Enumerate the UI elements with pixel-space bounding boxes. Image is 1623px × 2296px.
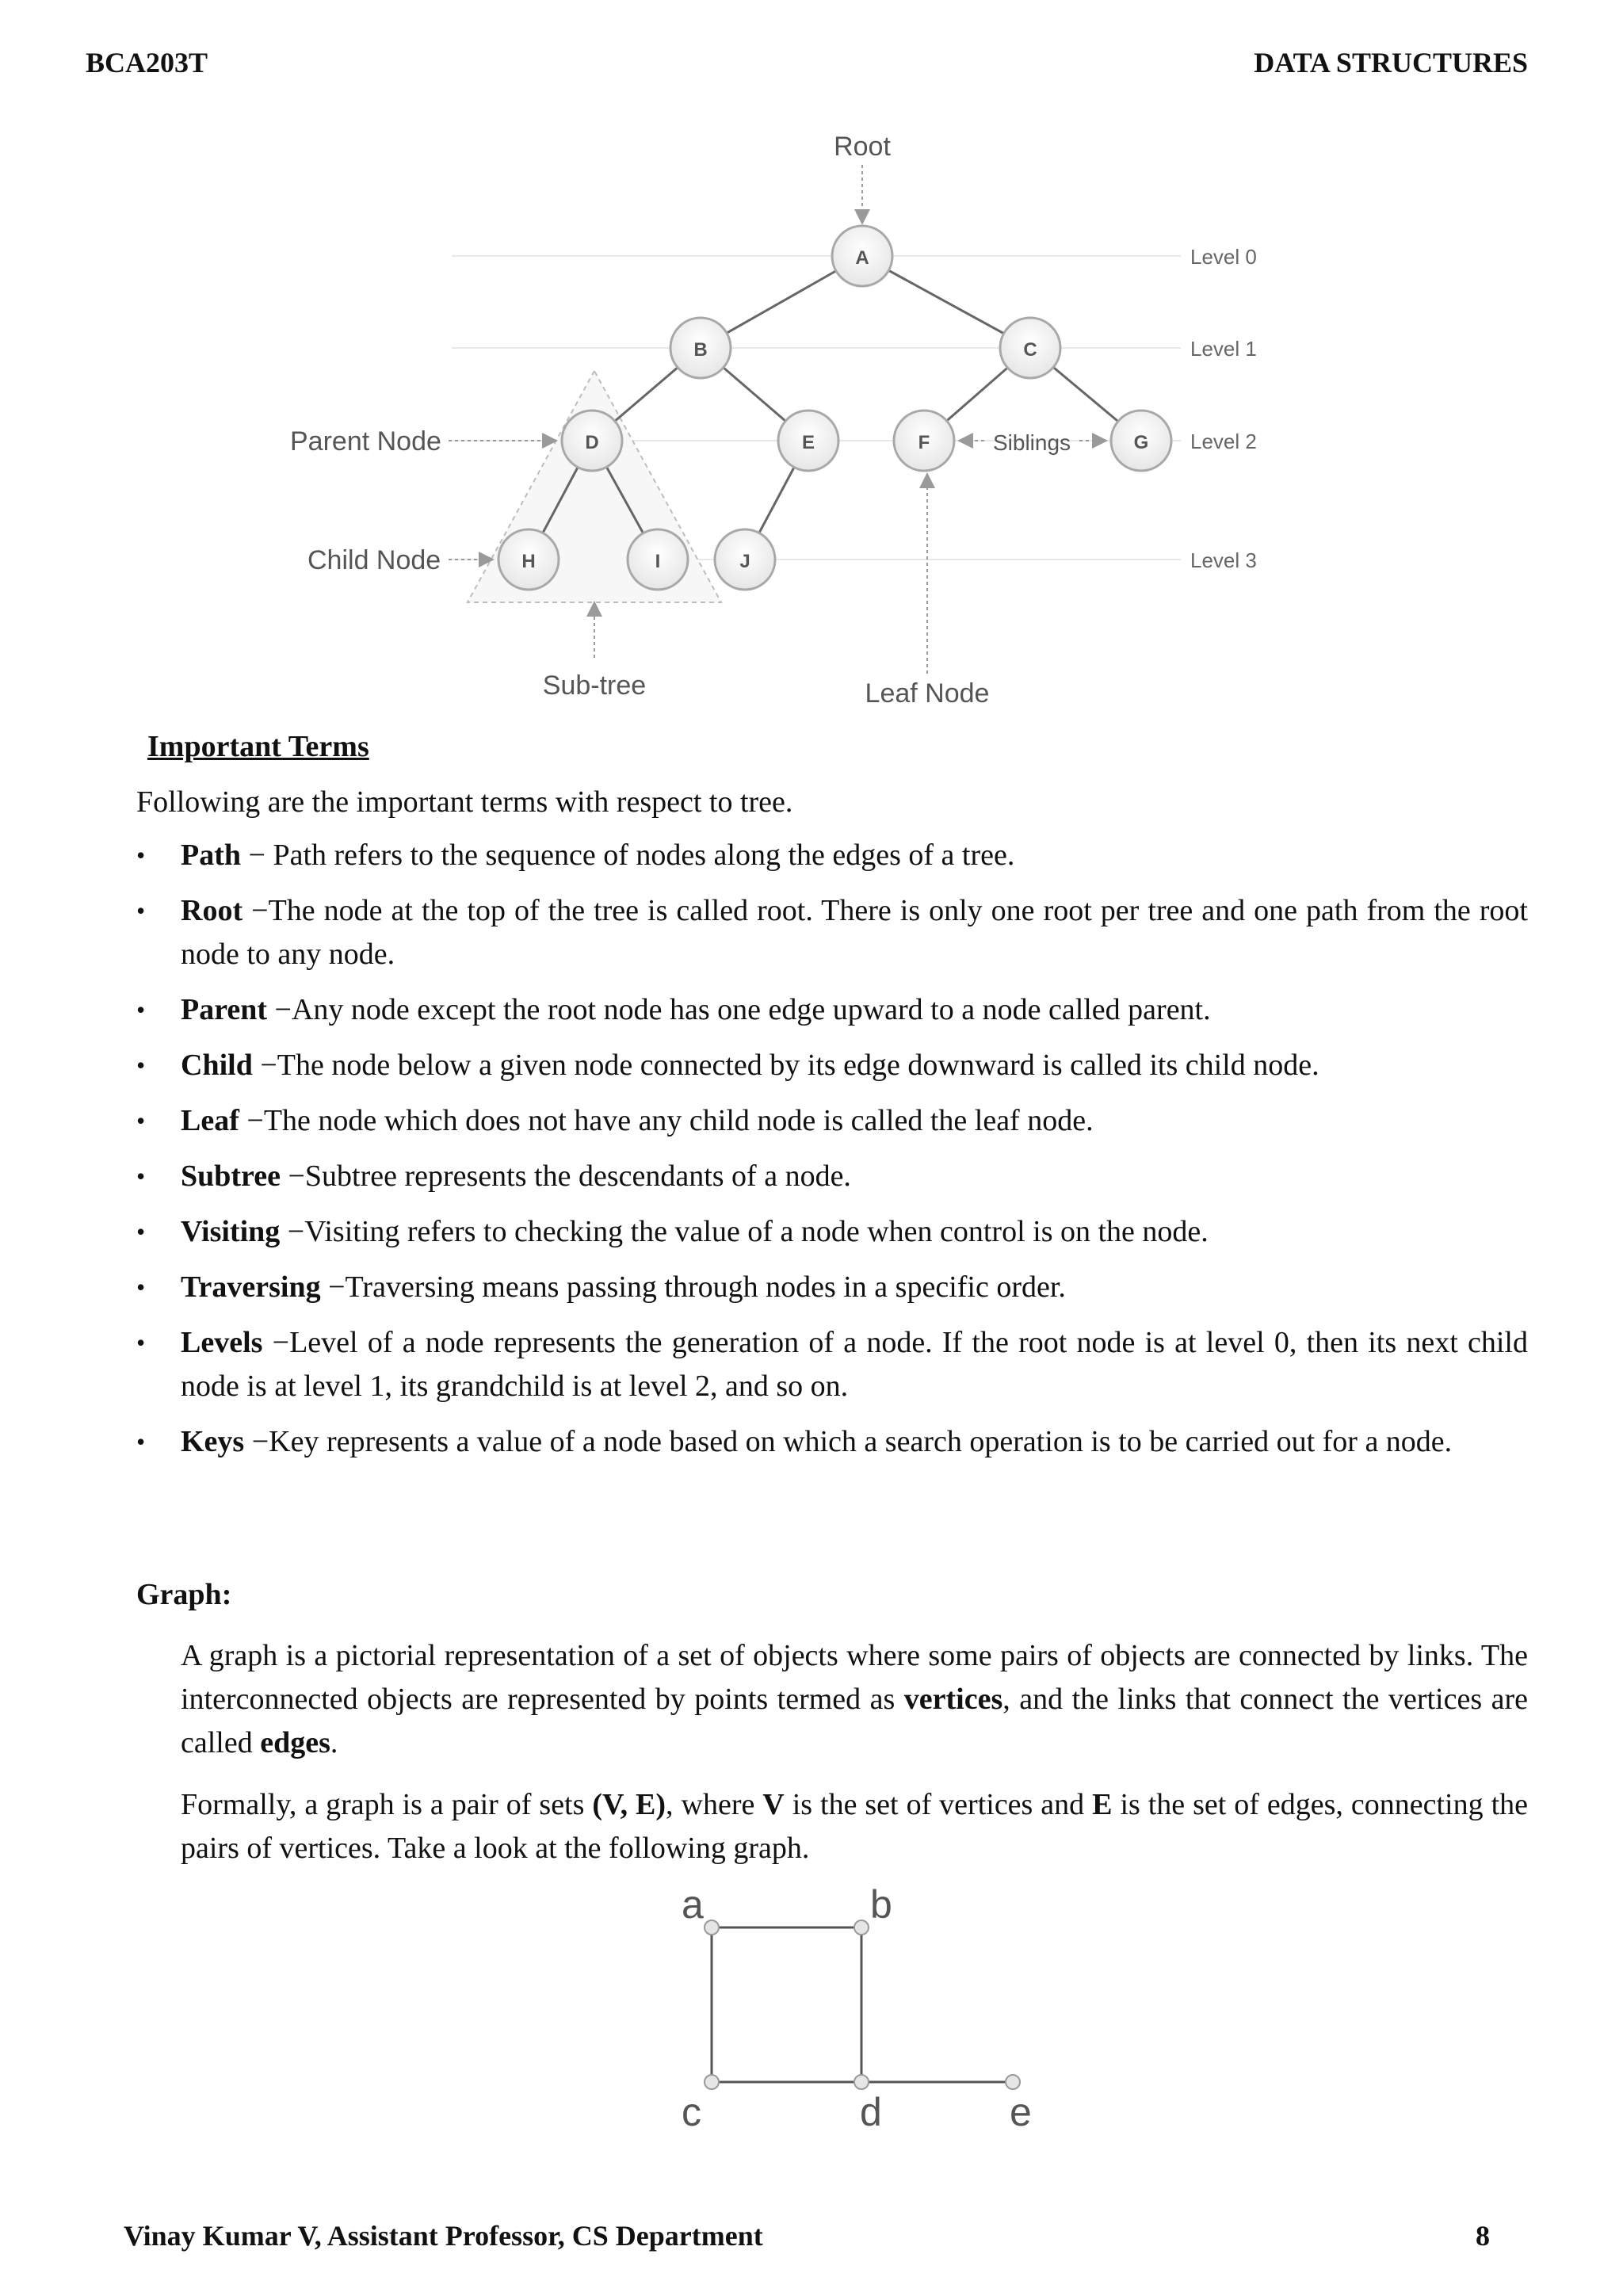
bold-term: edges	[260, 1726, 330, 1759]
term-definition: Level of a node represents the generation of a node. If the root node is at level 0, then its next child node is at level 1, its grandchild is at level 2, and so on.	[181, 1326, 1528, 1403]
course-code: BCA203T	[86, 47, 208, 78]
siblings-annotation: Siblings	[992, 430, 1071, 455]
tree-node-label: D	[585, 432, 599, 453]
term-name: Leaf	[181, 1104, 239, 1137]
term-definition: The node which does not have any child node is called the leaf node.	[263, 1104, 1094, 1137]
root-label: Root	[834, 132, 891, 162]
tree-node	[670, 318, 731, 378]
term-name: Path	[181, 839, 241, 872]
tree-node-label: G	[1133, 432, 1149, 453]
graph-vertex	[1006, 2075, 1020, 2089]
term-name: Traversing	[181, 1270, 321, 1304]
tree-node	[1000, 318, 1060, 378]
term-name: Root	[181, 894, 243, 927]
paragraph-text: , where	[666, 1788, 763, 1821]
footer-author: Vinay Kumar V, Assistant Professor, CS Department	[124, 2220, 763, 2252]
term-separator: −	[242, 894, 269, 927]
tree-node	[715, 529, 775, 590]
term-name: Child	[181, 1049, 253, 1082]
paragraph-text: .	[330, 1726, 338, 1759]
list-item	[136, 1210, 1528, 1254]
term-definition: Visiting refers to checking the value of a node when control is on the node.	[304, 1215, 1209, 1248]
term-separator: −	[241, 839, 273, 872]
term-separator: −	[280, 1159, 305, 1193]
level-label: Level 2	[1190, 430, 1257, 453]
leaf-node-annotation: Leaf Node	[865, 678, 990, 709]
bold-term: vertices	[903, 1683, 1003, 1716]
vertex-label: e	[1010, 2090, 1032, 2134]
graph-diagram	[0, 1878, 1623, 2140]
graph-vertex	[705, 1920, 719, 1935]
bold-term: (V, E)	[592, 1788, 666, 1821]
tree-node	[778, 411, 838, 471]
paragraph-text: is the set of edges, connecting the pairs of vertices. Take a look at the following graph.	[181, 1788, 1528, 1865]
tree-node-label: I	[655, 551, 661, 572]
vertex-label: a	[682, 1882, 704, 1927]
list-item	[136, 1266, 1528, 1309]
tree-node-label: A	[855, 247, 869, 269]
list-item	[136, 889, 1528, 976]
term-separator: −	[244, 1425, 269, 1458]
page-number: 8	[1476, 2220, 1490, 2252]
term-separator: −	[239, 1104, 264, 1137]
term-separator: −	[320, 1270, 346, 1304]
term-name: Levels	[181, 1326, 263, 1359]
term-name: Visiting	[181, 1215, 281, 1248]
term-definition: Any node except the root node has one edge upward to a node called parent.	[291, 993, 1211, 1026]
tree-node-label: J	[739, 551, 750, 572]
tree-node	[832, 226, 892, 286]
list-item	[136, 1044, 1528, 1087]
vertex-label: c	[682, 2090, 701, 2134]
tree-node-label: B	[693, 339, 708, 361]
level-label: Level 0	[1190, 245, 1257, 269]
tree-node	[894, 411, 954, 471]
child-node-annotation: Child Node	[307, 545, 441, 575]
terms-list	[136, 834, 1528, 1476]
graph-vertex	[854, 1920, 869, 1935]
term-definition: Subtree represents the descendants of a node.	[304, 1159, 851, 1193]
term-definition: Traversing means passing through nodes in a specific order.	[345, 1270, 1066, 1304]
parent-node-annotation: Parent Node	[290, 426, 441, 457]
list-item	[136, 1420, 1528, 1464]
term-name: Parent	[181, 993, 268, 1026]
level-label: Level 3	[1190, 548, 1257, 572]
graph-vertex	[705, 2075, 719, 2089]
graph-paragraph-1	[181, 1634, 1528, 1765]
tree-node	[1111, 411, 1171, 471]
tree-node-label: E	[801, 432, 815, 453]
vertex-label: d	[860, 2090, 882, 2134]
list-item	[136, 834, 1528, 877]
bold-term: E	[1092, 1788, 1113, 1821]
vertex-label: b	[870, 1882, 892, 1927]
subtree-annotation: Sub-tree	[542, 670, 647, 701]
tree-node-label: F	[918, 432, 930, 453]
tree-node	[562, 411, 622, 471]
important-terms-intro: Following are the important terms with respect to tree.	[136, 785, 793, 819]
list-item	[136, 1321, 1528, 1408]
tree-node	[498, 529, 559, 590]
term-name: Keys	[181, 1425, 245, 1458]
paragraph-text: Formally, a graph is a pair of sets	[181, 1788, 593, 1821]
paragraph-text: , and the links that connect the vertices are called	[181, 1683, 1528, 1759]
graph-paragraph-2	[181, 1783, 1528, 1870]
important-terms-heading: Important Terms	[147, 730, 369, 763]
graph-heading: Graph:	[136, 1578, 232, 1611]
term-separator: −	[262, 1326, 290, 1359]
term-separator: −	[252, 1049, 277, 1082]
list-item	[136, 988, 1528, 1032]
term-separator: −	[267, 993, 292, 1026]
level-label: Level 1	[1190, 337, 1257, 361]
bold-term: V	[762, 1788, 785, 1821]
list-item	[136, 1155, 1528, 1198]
term-definition: Path refers to the sequence of nodes along the edges of a tree.	[273, 839, 1015, 872]
tree-node-label: C	[1023, 339, 1037, 361]
term-definition: The node below a given node connected by its edge downward is called its child node.	[277, 1049, 1319, 1082]
subject-title: DATA STRUCTURES	[1254, 47, 1528, 78]
paragraph-text: is the set of vertices and	[784, 1788, 1093, 1821]
list-item	[136, 1099, 1528, 1143]
tree-node	[628, 529, 688, 590]
term-separator: −	[280, 1215, 305, 1248]
graph-vertex	[854, 2075, 869, 2089]
paragraph-text: A graph is a pictorial representation of a set of objects where some pairs of objects are connected by links. The interconnected objects are represented by points termed as	[181, 1639, 1528, 1716]
term-name: Subtree	[181, 1159, 281, 1193]
tree-node-label: H	[521, 551, 536, 572]
tree-diagram	[0, 119, 1623, 721]
term-definition: The node at the top of the tree is called root. There is only one root per tree and one path from the root node to any node.	[181, 894, 1528, 971]
term-definition: Key represents a value of a node based on which a search operation is to be carried out for a node.	[269, 1425, 1453, 1458]
